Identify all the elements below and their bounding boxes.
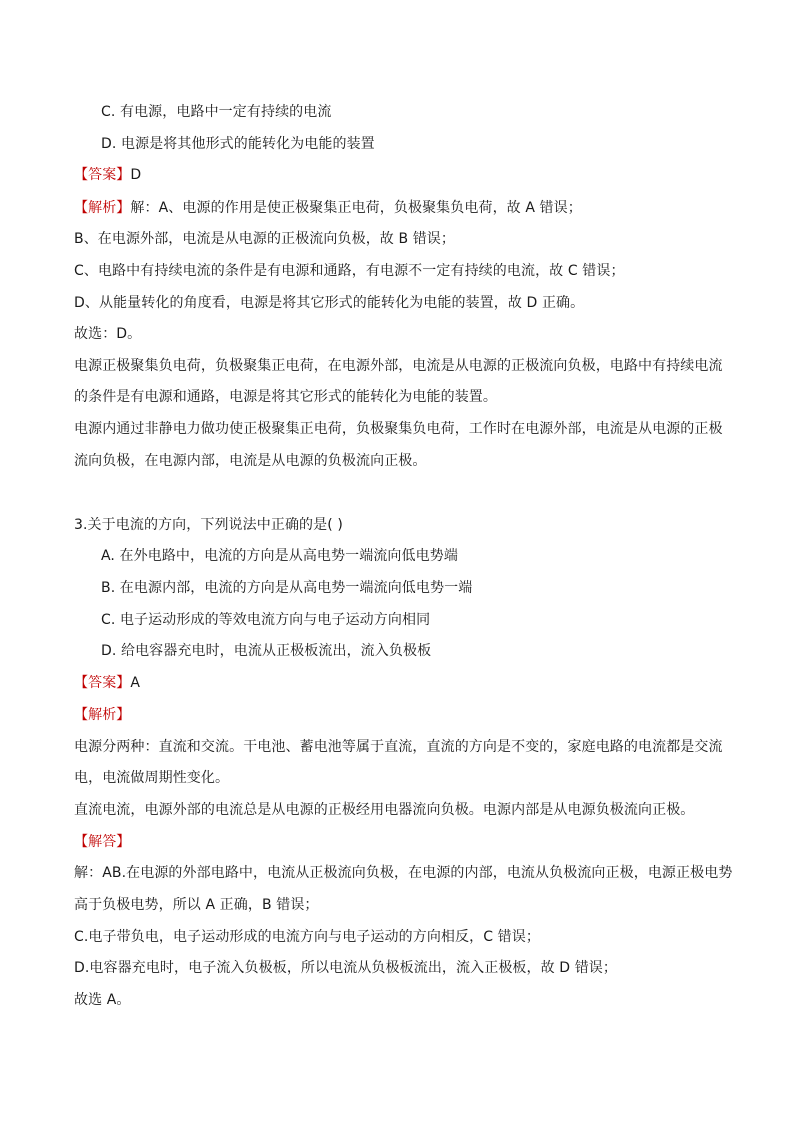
q2-analysis-line-3: C、电路中有持续电流的条件是有电源和通路，有电源不一定有持续的电流，故 C 错误； bbox=[74, 263, 625, 279]
analysis-label: 【解析】 bbox=[74, 200, 131, 216]
q2-explanation-line-1: 电源正极聚集负电荷，负极聚集正电荷，在电源外部，电流是从电源的正极流向负极，电路中有持续电流 bbox=[74, 358, 723, 374]
answer-value: A bbox=[130, 675, 141, 691]
q3-question: 3.关于电流的方向，下列说法中正确的是( ) bbox=[74, 517, 343, 533]
q2-explanation-line-3: 电源内通过非静电力做功使正极聚集正电荷，负极聚集负电荷，工作时在电源外部，电流是从电源的正极 bbox=[74, 421, 723, 437]
q3-option-d: D. 给电容器充电时，电流从正极板流出，流入负极板 bbox=[101, 643, 432, 659]
q2-analysis-line-1 bbox=[74, 198, 582, 218]
q2-option-d: D. 电源是将其他形式的能转化为电能的装置 bbox=[101, 136, 375, 152]
q3-solution-line-3: C.电子带负电，电子运动形成的电流方向与电子运动的方向相反，C 错误； bbox=[74, 929, 540, 945]
answer-value: D bbox=[130, 167, 142, 183]
q2-option-c: C. 有电源，电路中一定有持续的电流 bbox=[101, 104, 332, 120]
q3-conclusion: 故选 A。 bbox=[74, 992, 131, 1008]
analysis-text: 解：A、电源的作用是使正极聚集正电荷，负极聚集负电荷，故 A 错误； bbox=[130, 200, 582, 216]
q3-solution-line-2: 高于负极电势，所以 A 正确，B 错误； bbox=[74, 897, 319, 913]
q3-analysis-line-1: 电源分两种：直流和交流。干电池、蓄电池等属于直流，直流的方向是不变的，家庭电路的电流都是交流 bbox=[74, 739, 723, 755]
q2-analysis-line-4: D、从能量转化的角度看，电源是将其它形式的能转化为电能的装置，故 D 正确。 bbox=[74, 295, 585, 311]
q3-solution-line-1: 解：AB.在电源的外部电路中，电流从正极流向负极，在电源的内部，电流从负极流向正极，电源正极电势 bbox=[74, 865, 733, 881]
q3-answer bbox=[74, 673, 140, 693]
q3-analysis-line-2: 电，电流做周期性变化。 bbox=[74, 770, 230, 786]
q2-explanation-line-4: 流向负极，在电源内部，电流是从电源的负极流向正极。 bbox=[74, 453, 427, 469]
q2-conclusion: 故选：D。 bbox=[74, 326, 142, 342]
q3-analysis-label: 【解析】 bbox=[74, 707, 131, 723]
q3-solution-line-4: D.电容器充电时，电子流入负极板，所以电流从负极板流出，流入正极板，故 D 错误； bbox=[74, 960, 618, 976]
q3-option-b: B. 在电源内部，电流的方向是从高电势一端流向低电势一端 bbox=[101, 580, 473, 596]
q2-analysis-line-2: B、在电源外部，电流是从电源的正极流向负极，故 B 错误； bbox=[74, 231, 456, 247]
answer-label: 【答案】 bbox=[74, 167, 131, 183]
q2-explanation-line-2: 的条件是有电源和通路，电源是将其它形式的能转化为电能的装置。 bbox=[74, 389, 497, 405]
answer-label: 【答案】 bbox=[74, 675, 131, 691]
q3-option-c: C. 电子运动形成的等效电流方向与电子运动方向相同 bbox=[101, 612, 431, 628]
q3-option-a: A. 在外电路中，电流的方向是从高电势一端流向低电势端 bbox=[101, 548, 458, 564]
q2-answer bbox=[74, 165, 141, 185]
q3-solution-label: 【解答】 bbox=[74, 834, 131, 850]
q3-analysis-line-3: 直流电流，电源外部的电流总是从电源的正极经用电器流向负极。电源内部是从电源负极流向正极。 bbox=[74, 802, 695, 818]
